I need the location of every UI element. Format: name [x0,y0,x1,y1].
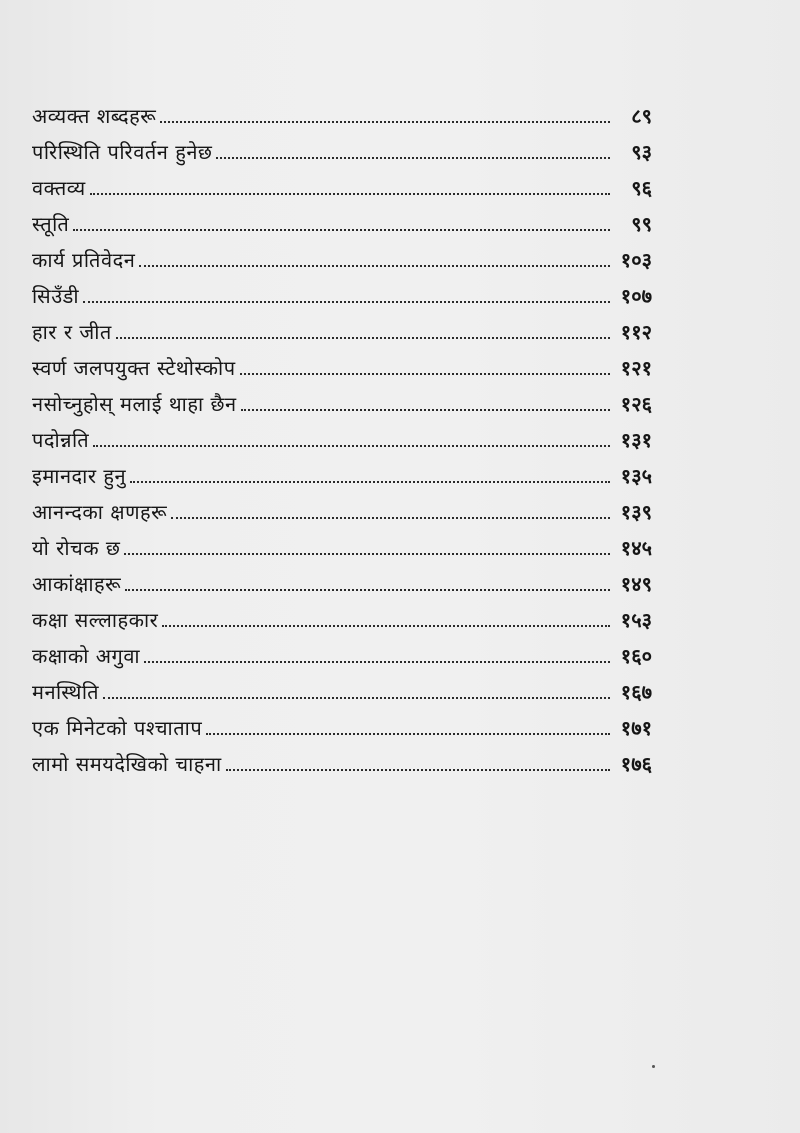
entry-page-number: १३९ [620,500,652,524]
entry-page-number: १७६ [620,752,652,776]
entry-title: यो रोचक छ [32,536,121,560]
dot-leader [139,265,610,267]
entry-title: स्तूति [32,212,70,236]
dot-leader [73,229,610,231]
toc-entry [32,525,652,561]
dot-leader [216,157,610,159]
toc-entry [32,309,652,345]
toc-entry [32,705,652,741]
entry-title: कार्य प्रतिवेदन [32,248,136,272]
entry-title: आनन्दका क्षणहरू [32,500,168,524]
dot-leader [240,373,610,375]
toc-entry [32,633,652,669]
table-of-contents [32,93,652,777]
entry-page-number: १६७ [620,680,652,704]
entry-page-number: ९९ [631,212,652,236]
entry-title: आकांक्षाहरू [32,572,122,596]
dot-leader [124,553,610,555]
toc-entry [32,165,652,201]
dot-leader [206,733,610,735]
entry-title: अव्यक्त शब्दहरू [32,104,157,128]
entry-page-number: ८९ [631,104,652,128]
toc-entry [32,345,652,381]
dot-leader [226,769,610,771]
toc-entry [32,741,652,777]
entry-title: सिउँडी [32,284,80,308]
dot-leader [130,481,610,483]
entry-page-number: १०३ [620,248,652,272]
toc-entry [32,561,652,597]
entry-page-number: १४५ [620,536,652,560]
entry-page-number: १७१ [620,716,652,740]
entry-page-number: १४९ [620,572,652,596]
dot-leader [241,409,610,411]
toc-entry [32,453,652,489]
entry-title: कक्षा सल्लाहकार [32,608,159,632]
entry-title: हार र जीत [32,320,112,344]
toc-entry [32,237,652,273]
entry-page-number: ९३ [631,140,652,164]
entry-page-number: १०७ [620,284,652,308]
entry-page-number: १६० [620,644,652,668]
entry-title: मनस्थिति [32,680,99,704]
toc-entry [32,417,652,453]
entry-title: लामो समयदेखिको चाहना [32,752,222,776]
print-speck [652,1065,655,1068]
dot-leader [93,445,610,447]
toc-entry [32,489,652,525]
entry-title: पदोन्नति [32,428,90,452]
dot-leader [103,697,610,699]
toc-entry [32,381,652,417]
entry-page-number: १२१ [620,356,652,380]
entry-title: परिस्थिति परिवर्तन हुनेछ [32,140,213,164]
entry-page-number: ९६ [631,176,652,200]
entry-title: वक्तव्य [32,176,86,200]
toc-entry [32,201,652,237]
entry-page-number: १५३ [620,608,652,632]
dot-leader [83,301,610,303]
entry-page-number: ११२ [620,320,652,344]
dot-leader [90,193,610,195]
toc-entry [32,597,652,633]
entry-title: नसोच्नुहोस् मलाई थाहा छैन [32,392,237,416]
entry-title: स्वर्ण जलपयुक्त स्टेथोस्कोप [32,356,236,380]
entry-title: एक मिनेटको पश्चाताप [32,716,203,740]
dot-leader [144,661,610,663]
entry-page-number: १२६ [620,392,652,416]
dot-leader [160,121,610,123]
dot-leader [116,337,610,339]
entry-title: इमानदार हुनु [32,464,127,488]
toc-entry [32,669,652,705]
toc-entry [32,129,652,165]
dot-leader [171,517,610,519]
entry-page-number: १३१ [620,428,652,452]
dot-leader [162,625,610,627]
dot-leader [125,589,610,591]
entry-page-number: १३५ [620,464,652,488]
entry-title: कक्षाको अगुवा [32,644,141,668]
toc-entry [32,273,652,309]
toc-entry [32,93,652,129]
